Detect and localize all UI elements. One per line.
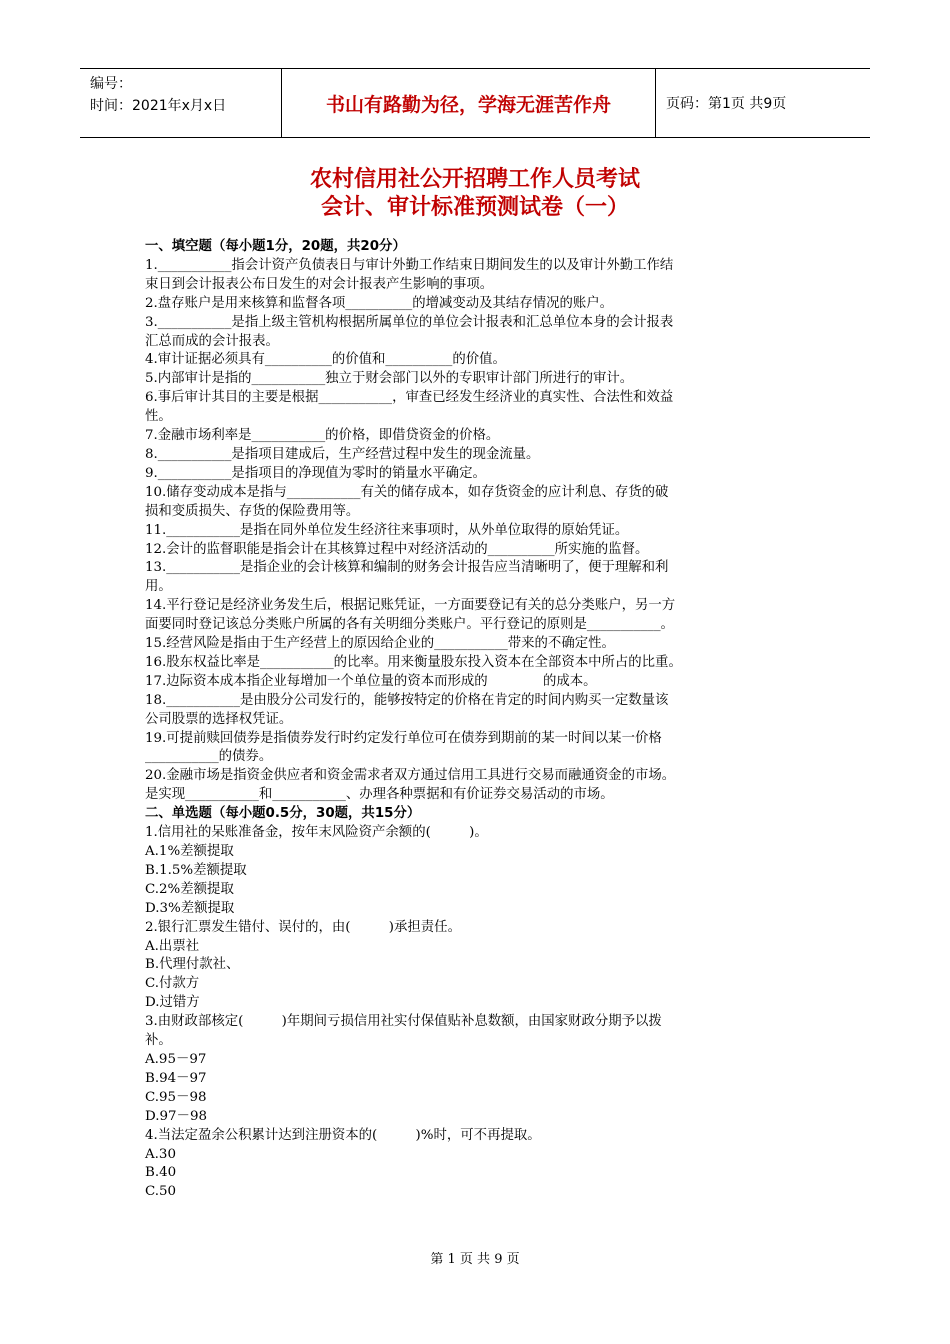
question-line: 15.经营风险是指由于生产经营上的原因给企业的___________带来的不确定性。 [145, 636, 615, 652]
question-line: 19.可提前赎回债券是指债券发行时约定发行单位可在债券到期前的某一时间以某一价格 [145, 730, 662, 746]
question-line: 面要同时登记该总分类账户所属的各有关明细分类账户。平行登记的原则是___________。 [145, 617, 674, 633]
doc-title-line2: 会计、审计标准预测试卷（一） [320, 195, 629, 220]
page-footer: 第 1 页 共 9 页 [430, 1252, 520, 1267]
question-line: B.94－97 [145, 1070, 207, 1086]
question-line: 公司股票的选择权凭证。 [145, 711, 293, 727]
single-questions [145, 824, 810, 1202]
code-label: 编号： [90, 76, 132, 92]
question-line: 12.会计的监督职能是指会计在其核算过程中对经济活动的__________所实施的监督。 [145, 541, 649, 557]
question-line: 用。 [145, 579, 172, 595]
section-heading-fill: 一、填空题（每小题1分，20题，共20分） [145, 239, 406, 254]
question-line: 性。 [145, 409, 172, 425]
section-heading-single: 二、单选题（每小题0.5分，30题，共15分） [145, 806, 421, 822]
question-line: 补。 [145, 1033, 172, 1049]
time-label: 时间：2021年x月x日 [90, 98, 227, 114]
question-line: A.1%差额提取 [145, 844, 234, 859]
exam-content [145, 238, 810, 1202]
question-line: 损和变质损失、存货的保险费用等。 [145, 503, 360, 519]
question-line: 13.___________是指企业的会计核算和编制的财务会计报告应当清晰明了，便于理解和利 [145, 560, 669, 576]
question-line: 7.金融市场利率是___________的价格，即借贷资金的价格。 [145, 428, 500, 444]
question-line: 14.平行登记是经济业务发生后，根据记账凭证，一方面要登记有关的总分类账户，另一方 [145, 598, 676, 614]
header-meta [80, 69, 282, 137]
page-header [80, 68, 870, 138]
question-line: 3.___________是指上级主管机构根据所属单位的单位会计报表和汇总单位本身的会计报表 [145, 314, 674, 330]
question-line: 8.___________是指项目建成后，生产经营过程中发生的现金流量。 [145, 446, 540, 462]
question-line: 束日到会计报表公布日发生的对会计报表产生影响的事项。 [145, 276, 494, 292]
question-line: C.付款方 [145, 976, 200, 992]
question-line: D.过错方 [145, 995, 200, 1011]
question-line: B.代理付款社、 [145, 957, 240, 973]
question-line: 3.由财政部核定( )年期间亏损信用社实付保值贴补息数额，由国家财政分期予以拨 [145, 1014, 662, 1030]
question-line: C.50 [145, 1184, 177, 1200]
question-line: 6.事后审计其目的主要是根据___________，审查已经发生经济业的真实性、合法性和效益 [145, 390, 674, 406]
question-line: 4.审计证据必须具有__________的价值和__________的价值。 [145, 352, 506, 368]
question-line: A.95－97 [145, 1051, 207, 1067]
question-line: D.97－98 [145, 1108, 207, 1124]
question-line: 2.银行汇票发生错付、误付的，由( )承担责任。 [145, 919, 461, 935]
question-line: C.2%差额提取 [145, 881, 234, 897]
question-line: 1.___________指会计资产负债表日与审计外勤工作结束日期间发生的以及审计外勤工作结 [145, 257, 674, 273]
question-line: 11.___________是指在同外单位发生经济往来事项时，从外单位取得的原始凭证。 [145, 522, 629, 538]
header-page-info: 页码：第1页 共9页 [666, 96, 787, 112]
question-line: 4.当法定盈余公积累计达到注册资本的( )%时，可不再提取。 [145, 1127, 541, 1143]
doc-title-line1: 农村信用社公开招聘工作人员考试 [309, 167, 640, 192]
question-line: 是实现___________和___________、办理各种票据和有价证券交易活动的市场。 [145, 787, 614, 803]
question-line: 1.信用社的呆账准备金，按年末风险资产余额的( )。 [145, 825, 488, 841]
question-line: D.3%差额提取 [145, 900, 235, 916]
question-line: A.出票社 [145, 938, 200, 954]
question-line: 20.金融市场是指资金供应者和资金需求者双方通过信用工具进行交易而融通资金的市场。 [145, 768, 676, 784]
question-line: 汇总而成的会计报表。 [145, 333, 279, 349]
question-line: ___________的债券。 [145, 749, 273, 765]
header-motto: 书山有路勤为径，学海无涯苦作舟 [282, 69, 656, 137]
question-line: 2.盘存账户是用来核算和监督各项__________的增减变动及其结存情况的账户。 [145, 295, 614, 311]
question-line: C.95－98 [145, 1089, 207, 1105]
question-line: 10.储存变动成本是指与___________有关的储存成本，如存货资金的应计利息、存货的破 [145, 484, 669, 500]
fill-questions [145, 257, 810, 805]
question-line: 18.___________是由股分公司发行的，能够按特定的价格在肯定的时间内购买一定数量该 [145, 692, 669, 708]
question-line: A.30 [145, 1146, 176, 1162]
question-line: B.1.5%差额提取 [145, 862, 247, 878]
question-line: 17.边际资本成本指企业每增加一个单位量的资本而形成的 的成本。 [145, 673, 597, 689]
question-line: 16.股东权益比率是___________的比率。用来衡量股东投入资本在全部资本中所占的比重。 [145, 654, 682, 670]
question-line: 5.内部审计是指的___________独立于财会部门以外的专职审计部门所进行的审计。 [145, 371, 634, 387]
question-line: B.40 [145, 1165, 177, 1181]
question-line: 9.___________是指项目的净现值为零时的销量水平确定。 [145, 465, 486, 481]
